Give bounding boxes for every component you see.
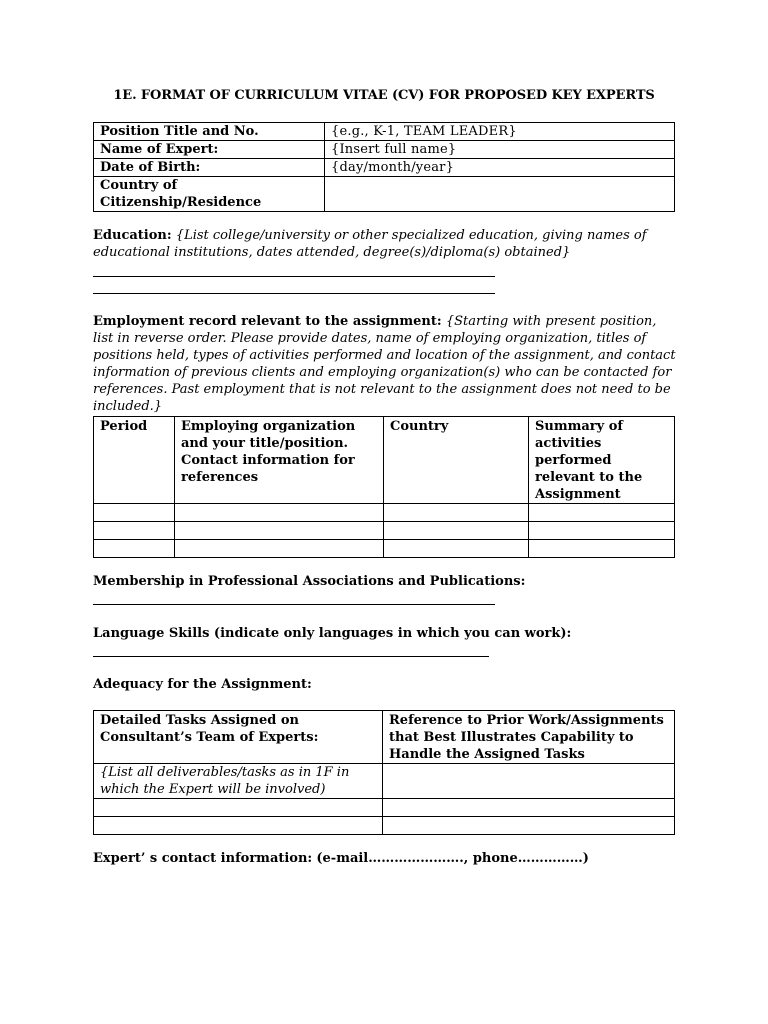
reference-prior-work-header: Reference to Prior Work/Assignments that Best Illustrates Capability to Handle the Assigned Tasks: [383, 711, 675, 764]
table-cell[interactable]: [94, 799, 383, 817]
deliverables-note: {List all deliverables/tasks as in 1F in which the Expert will be involved): [94, 764, 383, 799]
table-row: [94, 764, 675, 799]
education-line-2: [93, 293, 495, 294]
employment-label: Employment record relevant to the assignment:: [93, 314, 442, 329]
table-header-row: [94, 711, 675, 764]
period-header: Period: [94, 417, 175, 504]
expert-info-table: [93, 122, 675, 212]
table-cell[interactable]: [529, 504, 675, 522]
position-title-value: {e.g., K-1, TEAM LEADER}: [325, 123, 675, 141]
table-cell[interactable]: [383, 764, 675, 799]
table-row: [94, 504, 675, 522]
table-cell[interactable]: [175, 522, 384, 540]
table-row: [94, 817, 675, 835]
membership-label: Membership in Professional Associations and Publications:: [93, 574, 526, 589]
table-cell[interactable]: [383, 799, 675, 817]
table-row: [94, 141, 675, 159]
table-cell[interactable]: [383, 817, 675, 835]
table-cell[interactable]: [94, 540, 175, 558]
table-cell[interactable]: [94, 817, 383, 835]
contact-section: [93, 850, 677, 867]
table-header-row: [94, 417, 675, 504]
language-line: [93, 656, 489, 657]
employment-section: [93, 313, 677, 415]
table-cell[interactable]: [175, 504, 384, 522]
membership-line: [93, 604, 495, 605]
citizenship-label-line1: Country of: [100, 178, 178, 193]
contact-fields: (e-mail…………………., phone……………): [316, 851, 589, 866]
table-row: [94, 540, 675, 558]
expert-name-value: {Insert full name}: [325, 141, 675, 159]
table-row: [94, 522, 675, 540]
table-cell[interactable]: [94, 504, 175, 522]
citizenship-label-line2: Citizenship/Residence: [100, 195, 262, 210]
detailed-tasks-header: Detailed Tasks Assigned on Consultant’s Team of Experts:: [94, 711, 383, 764]
citizenship-label: [94, 177, 325, 212]
table-row: [94, 123, 675, 141]
adequacy-table: [93, 710, 675, 835]
contact-label: Expert’ s contact information:: [93, 851, 313, 866]
employment-instructions: {Starting with present position, list in reverse order. Please provide dates, name of employing organization, titles of positions held, types of activities performed and location of the assignment, and contact information of previous clients and employing organization(s) who can be contacted for references. Past employment that is not relevant to the assignment does not need to be included.}: [93, 314, 676, 414]
page-title: 1E. FORMAT OF CURRICULUM VITAE (CV) FOR PROPOSED KEY EXPERTS: [113, 88, 655, 103]
employment-table: [93, 416, 675, 558]
citizenship-value: [325, 177, 675, 212]
education-line-1: [93, 276, 495, 277]
position-title-label: Position Title and No.: [94, 123, 325, 141]
table-cell[interactable]: [529, 540, 675, 558]
country-header: Country: [384, 417, 529, 504]
expert-name-label: Name of Expert:: [94, 141, 325, 159]
summary-header: Summary of activities performed relevant to the Assignment: [529, 417, 675, 504]
date-of-birth-value: {day/month/year}: [325, 159, 675, 177]
table-cell[interactable]: [384, 522, 529, 540]
education-instructions: {List college/university or other specialized education, giving names of educational institutions, dates attended, degree(s)/diploma(s) obtained}: [93, 228, 647, 260]
education-section: [93, 227, 677, 261]
adequacy-label: Adequacy for the Assignment:: [93, 677, 312, 692]
table-cell[interactable]: [529, 522, 675, 540]
table-cell[interactable]: [94, 522, 175, 540]
table-cell[interactable]: [384, 540, 529, 558]
table-row: [94, 799, 675, 817]
table-row: [94, 177, 675, 212]
date-of-birth-label: Date of Birth:: [94, 159, 325, 177]
employing-organization-header: Employing organization and your title/position. Contact information for references: [175, 417, 384, 504]
table-cell[interactable]: [175, 540, 384, 558]
language-skills-label: Language Skills (indicate only languages in which you can work):: [93, 626, 572, 641]
table-cell[interactable]: [384, 504, 529, 522]
table-row: [94, 159, 675, 177]
education-label: Education:: [93, 228, 172, 243]
